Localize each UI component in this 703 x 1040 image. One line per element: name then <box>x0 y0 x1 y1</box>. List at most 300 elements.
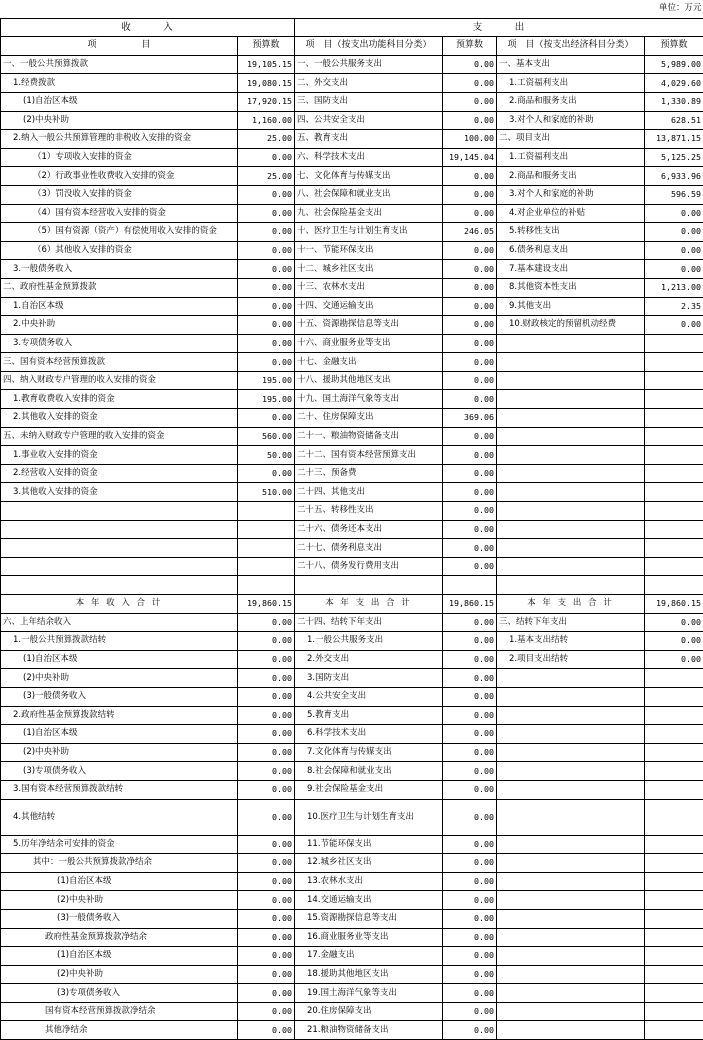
cell-func-item: 四、公共安全支出 <box>295 111 443 130</box>
cell-econ-amount: 5,989.00 <box>645 55 703 74</box>
cell-income-item <box>1 576 238 595</box>
cell-income-amount: 0.00 <box>238 148 295 167</box>
cell-econ-item <box>497 539 645 558</box>
cell-income-item: （5）国有资源（资产）有偿使用收入安排的资金 <box>1 223 238 242</box>
section-expense: 支 出 <box>295 18 703 37</box>
cell-func-item: 2.外交支出 <box>295 650 443 669</box>
cell-econ-item <box>497 762 645 781</box>
table-row <box>1 185 703 204</box>
cell-func-item: 二十六、债务还本支出 <box>295 520 443 539</box>
cell-econ-amount <box>645 576 703 595</box>
cell-econ-amount <box>645 928 703 947</box>
cell-func-item: 二十四、结转下年支出 <box>295 613 443 632</box>
cell-func-amount: 0.00 <box>443 650 497 669</box>
cell-income-amount: 0.00 <box>238 185 295 204</box>
cell-income-item <box>1 502 238 521</box>
cell-econ-item <box>497 502 645 521</box>
cell-func-item: 16.商业服务业等支出 <box>295 928 443 947</box>
cell-income-amount: 0.00 <box>238 260 295 279</box>
total-econ-item: 本 年 支 出 合 计 <box>497 595 645 614</box>
table-row <box>1 334 703 353</box>
cell-func-amount: 0.00 <box>443 520 497 539</box>
cell-econ-item <box>497 427 645 446</box>
table-row <box>1 520 703 539</box>
cell-income-amount: 25.00 <box>238 167 295 186</box>
cell-econ-item: 4.对企业单位的补贴 <box>497 204 645 223</box>
total-func-item: 本 年 支 出 合 计 <box>295 595 443 614</box>
cell-econ-item <box>497 520 645 539</box>
cell-econ-amount <box>645 446 703 465</box>
table-row <box>1 762 703 781</box>
cell-income-amount: 17,920.15 <box>238 92 295 111</box>
total-func-amount: 19,860.15 <box>443 595 497 614</box>
cell-func-amount: 0.00 <box>443 984 497 1003</box>
cell-econ-amount <box>645 669 703 688</box>
cell-func-item: 4.公共安全支出 <box>295 687 443 706</box>
cell-econ-item: 9.其他支出 <box>497 297 645 316</box>
cell-econ-amount <box>645 557 703 576</box>
cell-func-amount: 0.00 <box>443 669 497 688</box>
cell-econ-item <box>497 891 645 910</box>
cell-econ-amount <box>645 520 703 539</box>
cell-income-amount: 0.00 <box>238 799 295 835</box>
cell-econ-amount: 0.00 <box>645 223 703 242</box>
cell-func-amount: 0.00 <box>443 947 497 966</box>
cell-econ-item: 三、结转下年支出 <box>497 613 645 632</box>
cell-econ-item <box>497 706 645 725</box>
cell-func-item: 11.节能环保支出 <box>295 835 443 854</box>
cell-econ-amount <box>645 334 703 353</box>
cell-income-amount: 0.00 <box>238 762 295 781</box>
cell-income-amount: 0.00 <box>238 669 295 688</box>
table-row <box>1 632 703 651</box>
cell-econ-amount <box>645 984 703 1003</box>
table-row <box>1 725 703 744</box>
cell-income-item: 三、国有资本经营预算拨款 <box>1 353 238 372</box>
cell-func-item: 6.科学技术支出 <box>295 725 443 744</box>
cell-income-item: (1)自治区本级 <box>1 872 238 891</box>
cell-income-amount <box>238 520 295 539</box>
cell-func-item: 五、教育支出 <box>295 130 443 149</box>
cell-func-item: 七、文化体育与传媒支出 <box>295 167 443 186</box>
cell-econ-amount <box>645 854 703 873</box>
cell-econ-item <box>497 947 645 966</box>
cell-income-item: 一、一般公共预算拨款 <box>1 55 238 74</box>
cell-income-amount: 195.00 <box>238 371 295 390</box>
cell-econ-item <box>497 334 645 353</box>
cell-income-amount: 0.00 <box>238 854 295 873</box>
cell-income-amount: 0.00 <box>238 687 295 706</box>
cell-income-item: 5.历年净结余可安排的资金 <box>1 835 238 854</box>
cell-func-item: 15.资源勘探信息等支出 <box>295 909 443 928</box>
cell-econ-amount <box>645 502 703 521</box>
cell-income-amount: 195.00 <box>238 390 295 409</box>
cell-func-item: 二十四、其他支出 <box>295 483 443 502</box>
cell-econ-amount: 0.00 <box>645 204 703 223</box>
cell-econ-amount: 1,330.89 <box>645 92 703 111</box>
cell-econ-amount <box>645 743 703 762</box>
table-row <box>1 92 703 111</box>
cell-income-amount: 0.00 <box>238 297 295 316</box>
cell-func-amount: 0.00 <box>443 260 497 279</box>
cell-func-amount: 0.00 <box>443 1002 497 1021</box>
cell-econ-amount <box>645 390 703 409</box>
cell-func-amount: 0.00 <box>443 835 497 854</box>
table-row <box>1 743 703 762</box>
cell-func-amount: 0.00 <box>443 390 497 409</box>
cell-func-item: 8.社会保障和就业支出 <box>295 762 443 781</box>
cell-func-item: 17.金融支出 <box>295 947 443 966</box>
table-row <box>1 613 703 632</box>
cell-income-item: （4）国有资本经营收入安排的资金 <box>1 204 238 223</box>
cell-func-item: 十六、商业服务业等支出 <box>295 334 443 353</box>
table-row <box>1 835 703 854</box>
section-header-row <box>1 18 703 37</box>
cell-econ-item <box>497 1002 645 1021</box>
total-income-item: 本 年 收 入 合 计 <box>1 595 238 614</box>
cell-econ-amount <box>645 483 703 502</box>
cell-func-item: 十五、资源勘探信息等支出 <box>295 316 443 335</box>
table-row <box>1 650 703 669</box>
cell-econ-item <box>497 1021 645 1040</box>
cell-func-amount: 0.00 <box>443 297 497 316</box>
cell-econ-item <box>497 743 645 762</box>
table-row <box>1 148 703 167</box>
cell-econ-item: 1.工资福利支出 <box>497 148 645 167</box>
cell-income-item: （3）罚没收入安排的资金 <box>1 185 238 204</box>
cell-econ-amount: 596.59 <box>645 185 703 204</box>
cell-income-item: 二、政府性基金预算拨款 <box>1 278 238 297</box>
cell-econ-amount <box>645 464 703 483</box>
cell-income-item: 1.教育收费收入安排的资金 <box>1 390 238 409</box>
table-row <box>1 799 703 835</box>
cell-econ-item <box>497 371 645 390</box>
cell-income-amount <box>238 557 295 576</box>
cell-func-item: 二十七、债务利息支出 <box>295 539 443 558</box>
cell-func-item: 1.一般公共服务支出 <box>295 632 443 651</box>
cell-func-amount: 0.00 <box>443 446 497 465</box>
cell-func-item: 三、国防支出 <box>295 92 443 111</box>
table-row <box>1 539 703 558</box>
cell-econ-item: 2.项目支出结转 <box>497 650 645 669</box>
cell-income-item: 其中：一般公共预算拨款净结余 <box>1 854 238 873</box>
econ-item-header: 项 目（按支出经济科目分类） <box>497 37 645 56</box>
cell-func-item: 二十、住房保障支出 <box>295 409 443 428</box>
cell-income-item <box>1 539 238 558</box>
cell-income-item: （6）其他收入安排的资金 <box>1 241 238 260</box>
table-row <box>1 371 703 390</box>
cell-func-amount: 0.00 <box>443 632 497 651</box>
cell-func-amount <box>443 576 497 595</box>
cell-func-item: 九、社会保险基金支出 <box>295 204 443 223</box>
cell-func-amount: 0.00 <box>443 539 497 558</box>
cell-func-amount: 0.00 <box>443 167 497 186</box>
cell-income-item: 1.一般公共预算拨款结转 <box>1 632 238 651</box>
cell-func-item: 十七、金融支出 <box>295 353 443 372</box>
cell-econ-item: 1.工资福利支出 <box>497 74 645 93</box>
cell-func-item: 二十八、债务发行费用支出 <box>295 557 443 576</box>
cell-func-amount: 0.00 <box>443 965 497 984</box>
cell-func-amount: 0.00 <box>443 74 497 93</box>
cell-income-item <box>1 557 238 576</box>
table-row <box>1 427 703 446</box>
cell-income-item: (2)中央补助 <box>1 743 238 762</box>
cell-income-amount: 510.00 <box>238 483 295 502</box>
cell-econ-amount <box>645 687 703 706</box>
table-row <box>1 706 703 725</box>
cell-econ-amount <box>645 725 703 744</box>
cell-func-item: 十四、交通运输支出 <box>295 297 443 316</box>
cell-func-item: 二十二、国有资本经营预算支出 <box>295 446 443 465</box>
cell-func-item: 二十一、粮油物资储备支出 <box>295 427 443 446</box>
cell-income-item: （1）专项收入安排的资金 <box>1 148 238 167</box>
cell-income-amount: 0.00 <box>238 835 295 854</box>
cell-econ-amount: 0.00 <box>645 316 703 335</box>
cell-func-amount: 0.00 <box>443 483 497 502</box>
table-row <box>1 278 703 297</box>
cell-func-amount: 0.00 <box>443 706 497 725</box>
cell-income-amount: 25.00 <box>238 130 295 149</box>
cell-econ-amount <box>645 965 703 984</box>
cell-econ-amount <box>645 427 703 446</box>
cell-econ-amount <box>645 799 703 835</box>
table-row <box>1 241 703 260</box>
cell-income-item: (1)自治区本级 <box>1 947 238 966</box>
cell-func-amount: 369.06 <box>443 409 497 428</box>
cell-econ-item: 5.转移性支出 <box>497 223 645 242</box>
cell-func-amount: 0.00 <box>443 743 497 762</box>
table-row <box>1 502 703 521</box>
cell-func-item: 5.教育支出 <box>295 706 443 725</box>
cell-income-amount: 0.00 <box>238 872 295 891</box>
cell-func-amount: 0.00 <box>443 427 497 446</box>
cell-econ-amount: 0.00 <box>645 241 703 260</box>
cell-econ-amount: 5,125.25 <box>645 148 703 167</box>
income-item-header: 项 目 <box>1 37 238 56</box>
cell-econ-amount <box>645 1002 703 1021</box>
cell-income-amount: 0.00 <box>238 241 295 260</box>
cell-income-amount: 0.00 <box>238 632 295 651</box>
cell-income-amount: 0.00 <box>238 464 295 483</box>
table-row <box>1 260 703 279</box>
cell-income-item: (3)一般债务收入 <box>1 687 238 706</box>
cell-func-item: 一、一般公共服务支出 <box>295 55 443 74</box>
cell-func-item: 7.文化体育与传媒支出 <box>295 743 443 762</box>
table-row <box>1 687 703 706</box>
func-item-header: 项 目（按支出功能科目分类） <box>295 37 443 56</box>
table-row <box>1 390 703 409</box>
cell-econ-item: 3.对个人和家庭的补助 <box>497 185 645 204</box>
cell-econ-amount: 628.51 <box>645 111 703 130</box>
cell-income-item: 2.其他收入安排的资金 <box>1 409 238 428</box>
cell-func-item: 十、医疗卫生与计划生育支出 <box>295 223 443 242</box>
cell-econ-amount <box>645 780 703 799</box>
cell-income-item: (3)专项债务收入 <box>1 762 238 781</box>
cell-econ-item <box>497 409 645 428</box>
cell-func-item: 二十三、预备费 <box>295 464 443 483</box>
cell-income-amount: 0.00 <box>238 706 295 725</box>
cell-econ-item <box>497 854 645 873</box>
cell-econ-amount: 0.00 <box>645 613 703 632</box>
cell-income-item: (1)自治区本级 <box>1 92 238 111</box>
cell-income-item: 六、上年结余收入 <box>1 613 238 632</box>
cell-income-amount: 0.00 <box>238 278 295 297</box>
cell-func-item: 十二、城乡社区支出 <box>295 260 443 279</box>
cell-econ-item: 7.基本建设支出 <box>497 260 645 279</box>
cell-econ-amount <box>645 371 703 390</box>
table-row <box>1 316 703 335</box>
cell-income-amount: 0.00 <box>238 1002 295 1021</box>
cell-income-amount: 0.00 <box>238 316 295 335</box>
cell-econ-item: 2.商品和服务支出 <box>497 92 645 111</box>
table-row <box>1 55 703 74</box>
cell-econ-amount <box>645 891 703 910</box>
cell-income-amount: 0.00 <box>238 984 295 1003</box>
cell-econ-amount <box>645 947 703 966</box>
cell-econ-item <box>497 446 645 465</box>
cell-func-item: 八、社会保障和就业支出 <box>295 185 443 204</box>
cell-income-amount: 0.00 <box>238 650 295 669</box>
cell-func-item: 十一、节能环保支出 <box>295 241 443 260</box>
table-row <box>1 984 703 1003</box>
cell-econ-amount: 2.35 <box>645 297 703 316</box>
cell-econ-amount <box>645 539 703 558</box>
cell-income-item: 1.事业收入安排的资金 <box>1 446 238 465</box>
cell-func-amount: 0.00 <box>443 464 497 483</box>
unit-row <box>1 0 703 18</box>
cell-income-amount: 0.00 <box>238 1021 295 1040</box>
cell-income-item: (1)自治区本级 <box>1 725 238 744</box>
cell-func-amount: 0.00 <box>443 278 497 297</box>
cell-econ-amount: 6,933.96 <box>645 167 703 186</box>
table-row <box>1 74 703 93</box>
cell-income-amount: 0.00 <box>238 223 295 242</box>
cell-func-item: 12.城乡社区支出 <box>295 854 443 873</box>
cell-func-item: 20.住房保障支出 <box>295 1002 443 1021</box>
cell-income-amount: 0.00 <box>238 928 295 947</box>
cell-econ-item <box>497 669 645 688</box>
table-row <box>1 909 703 928</box>
cell-income-item: (2)中央补助 <box>1 891 238 910</box>
cell-func-item: 十九、国土海洋气象等支出 <box>295 390 443 409</box>
cell-income-item: 2.政府性基金预算拨款结转 <box>1 706 238 725</box>
unit-label: 单位：万元 <box>645 0 703 18</box>
cell-income-item: 国有资本经营预算拨款净结余 <box>1 1002 238 1021</box>
cell-income-amount: 0.00 <box>238 909 295 928</box>
table-row <box>1 1002 703 1021</box>
cell-func-item: 十三、农林水支出 <box>295 278 443 297</box>
table-row <box>1 872 703 891</box>
cell-income-item: 3.国有资本经营预算拨款结转 <box>1 780 238 799</box>
cell-func-amount: 0.00 <box>443 371 497 390</box>
table-row <box>1 130 703 149</box>
cell-income-item: (3)一般债务收入 <box>1 909 238 928</box>
cell-func-amount: 0.00 <box>443 185 497 204</box>
cell-income-item: 2.经营收入安排的资金 <box>1 464 238 483</box>
income-amount-header: 预算数 <box>238 37 295 56</box>
totals-row <box>1 595 703 614</box>
cell-econ-item: 3.对个人和家庭的补助 <box>497 111 645 130</box>
cell-income-item: (2)中央补助 <box>1 965 238 984</box>
cell-income-amount: 19,105.15 <box>238 55 295 74</box>
cell-func-amount: 0.00 <box>443 241 497 260</box>
cell-func-item: 二、外交支出 <box>295 74 443 93</box>
cell-func-amount: 0.00 <box>443 854 497 873</box>
table-row <box>1 464 703 483</box>
cell-func-item <box>295 576 443 595</box>
cell-func-item: 21.粮油物资储备支出 <box>295 1021 443 1040</box>
cell-func-amount: 0.00 <box>443 334 497 353</box>
column-header-row <box>1 37 703 56</box>
cell-income-item: 3.专项债务收入 <box>1 334 238 353</box>
cell-income-amount: 19,080.15 <box>238 74 295 93</box>
cell-income-item: 2.纳入一般公共预算管理的非税收入安排的资金 <box>1 130 238 149</box>
cell-income-item: 四、纳入财政专户管理的收入安排的资金 <box>1 371 238 390</box>
cell-income-item: 1.自治区本级 <box>1 297 238 316</box>
cell-econ-item <box>497 576 645 595</box>
cell-econ-item <box>497 872 645 891</box>
cell-func-item: 10.医疗卫生与计划生育支出 <box>295 799 443 835</box>
cell-income-item <box>1 520 238 539</box>
cell-func-amount: 0.00 <box>443 316 497 335</box>
cell-func-amount: 19,145.04 <box>443 148 497 167</box>
cell-func-amount: 0.00 <box>443 762 497 781</box>
cell-econ-amount: 13,871.15 <box>645 130 703 149</box>
cell-income-amount <box>238 539 295 558</box>
cell-econ-item: 2.商品和服务支出 <box>497 167 645 186</box>
table-row <box>1 204 703 223</box>
cell-econ-item: 6.债务利息支出 <box>497 241 645 260</box>
cell-func-item: 13.农林水支出 <box>295 872 443 891</box>
cell-func-item: 18.援助其他地区支出 <box>295 965 443 984</box>
cell-econ-item <box>497 483 645 502</box>
table-row <box>1 167 703 186</box>
cell-func-amount: 0.00 <box>443 872 497 891</box>
cell-income-amount: 0.00 <box>238 334 295 353</box>
table-row <box>1 353 703 372</box>
cell-func-amount: 0.00 <box>443 92 497 111</box>
cell-income-amount: 0.00 <box>238 947 295 966</box>
cell-income-item: 4.其他结转 <box>1 799 238 835</box>
cell-income-item: 政府性基金预算拨款净结余 <box>1 928 238 947</box>
cell-econ-item: 二、项目支出 <box>497 130 645 149</box>
cell-income-item: (2)中央补助 <box>1 111 238 130</box>
cell-func-item: 3.国防支出 <box>295 669 443 688</box>
cell-func-amount: 100.00 <box>443 130 497 149</box>
cell-econ-amount <box>645 409 703 428</box>
cell-econ-item <box>497 353 645 372</box>
cell-econ-item <box>497 687 645 706</box>
cell-income-amount: 0.00 <box>238 613 295 632</box>
cell-func-item: 9.社会保险基金支出 <box>295 780 443 799</box>
table-row <box>1 854 703 873</box>
cell-func-item: 19.国土海洋气象等支出 <box>295 984 443 1003</box>
cell-econ-amount: 1,213.00 <box>645 278 703 297</box>
table-row <box>1 223 703 242</box>
table-row <box>1 1021 703 1040</box>
cell-income-amount <box>238 576 295 595</box>
cell-income-item: （2）行政事业性收费收入安排的资金 <box>1 167 238 186</box>
cell-econ-amount <box>645 872 703 891</box>
table-row <box>1 947 703 966</box>
table-row <box>1 928 703 947</box>
cell-econ-item: 8.其他资本性支出 <box>497 278 645 297</box>
cell-econ-item: 1.基本支出结转 <box>497 632 645 651</box>
cell-func-amount: 0.00 <box>443 557 497 576</box>
cell-func-amount: 0.00 <box>443 928 497 947</box>
cell-econ-item: 10.财政核定的预留机动经费 <box>497 316 645 335</box>
cell-func-amount: 0.00 <box>443 909 497 928</box>
